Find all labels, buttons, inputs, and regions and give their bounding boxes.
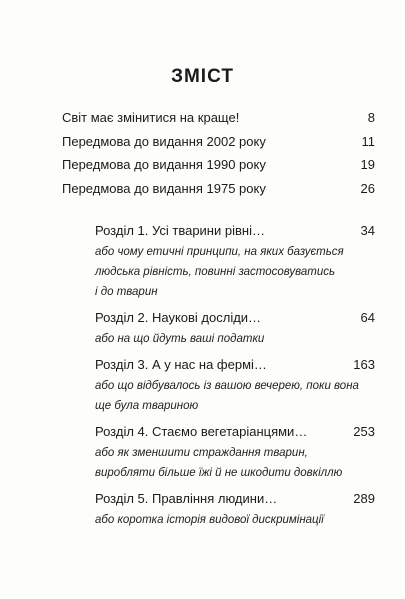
toc-entry-page: 19 (360, 157, 375, 172)
toc-entry-label: Передмова до видання 1990 року (62, 157, 266, 172)
chapter-title: Розділ 2. Наукові досліди… (95, 310, 262, 325)
chapter-title: Розділ 5. Правління людини… (95, 491, 278, 506)
chapter-subtitle: або чому етичні принципи, на яких базується (95, 246, 344, 258)
toc-entry-page: 8 (367, 110, 375, 125)
toc-entry-page: 11 (361, 134, 375, 149)
toc-entry-label: Передмова до видання 1975 року (62, 181, 266, 196)
toc-entry-page: 26 (360, 181, 375, 196)
chapter-title: Розділ 3. А у нас на фермі… (95, 357, 267, 372)
chapter-title: Розділ 4. Стаємо вегетаріанцями… (95, 424, 308, 439)
chapter-subtitle: або на що йдуть ваші податки (95, 333, 265, 345)
chapter-subtitle: або коротка історія видової дискримінації (95, 514, 324, 526)
chapter-subtitle: і до тварин (95, 286, 158, 298)
chapter-page: 163 (353, 357, 375, 372)
chapter-title: Розділ 1. Усі тварини рівні… (95, 223, 265, 238)
chapter-page: 34 (360, 223, 375, 238)
chapter-subtitle: людська рівність, повинні застосовуватись (95, 266, 336, 278)
chapter-page: 289 (353, 491, 375, 506)
toc-entry-label: Світ має змінитися на краще! (62, 110, 240, 125)
chapter-subtitle: або як зменшити страждання тварин, (95, 447, 308, 459)
page-title: ЗМІСТ (171, 66, 234, 87)
chapter-page: 253 (353, 424, 375, 439)
toc-entry-label: Передмова до видання 2002 року (62, 134, 266, 149)
chapter-page: 64 (360, 310, 375, 325)
chapter-subtitle: виробляти більше їжі й не шкодити довкіллю (95, 467, 343, 479)
chapter-subtitle: або що відбувалось із вашою вечерею, поки вона (95, 380, 359, 392)
chapter-subtitle: ще була твариною (95, 400, 199, 412)
